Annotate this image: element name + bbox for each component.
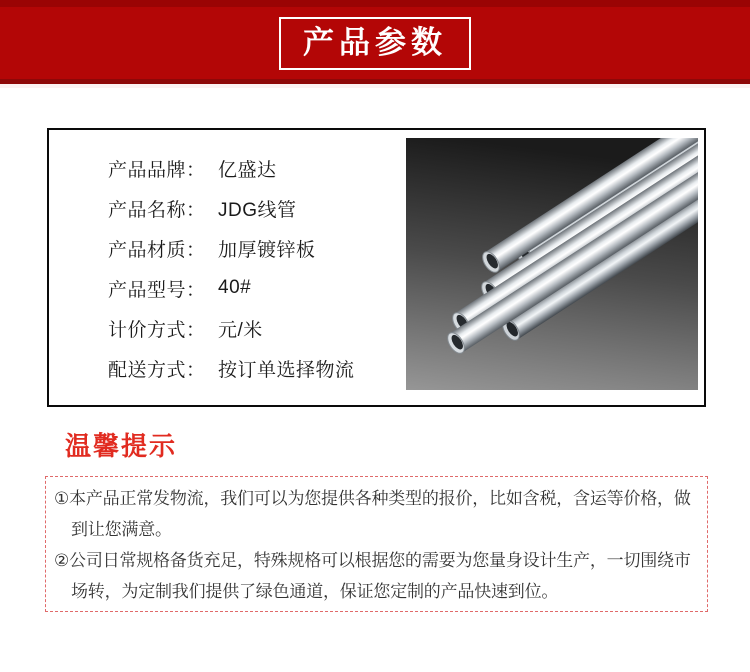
spec-value: JDG线管 [218, 199, 297, 221]
spec-value: 加厚镀锌板 [218, 239, 316, 261]
spec-value: 元/米 [218, 319, 263, 341]
product-spec-box [47, 128, 706, 407]
spec-row-model [108, 268, 355, 308]
spec-label: 计价方式： [108, 319, 206, 341]
spec-value: 亿盛达 [218, 159, 277, 181]
spec-value: 按订单选择物流 [218, 359, 355, 381]
spec-value: 40# [218, 277, 252, 298]
tip-item-1: ①本产品正常发物流，我们可以为您提供各种类型的报价，比如含税，含运等价格，做到让您满意。 [54, 489, 691, 539]
spec-label: 产品名称： [108, 199, 206, 221]
pipes-photo-svg [406, 138, 698, 390]
spec-row-material [108, 228, 355, 268]
banner-title-box [279, 17, 471, 70]
spec-row-name [108, 188, 355, 228]
tip-item-2: ②公司日常规格备货充足，特殊规格可以根据您的需要为您量身设计生产，一切围绕市场转，为定制我们提供了绿色通道，保证您定制的产品快速到位。 [54, 551, 691, 601]
page-title: 产品参数 [303, 24, 447, 60]
spec-row-delivery [108, 348, 355, 388]
tips-heading: 温馨提示 [65, 431, 178, 461]
spec-label: 产品品牌： [108, 159, 206, 181]
spec-label: 产品型号： [108, 279, 206, 301]
product-photo [406, 138, 698, 390]
header-banner [0, 0, 750, 84]
spec-row-brand [108, 148, 355, 188]
banner-bottom-strip [0, 84, 750, 88]
spec-label: 配送方式： [108, 359, 206, 381]
tips-box [45, 476, 708, 612]
spec-table [108, 148, 355, 388]
spec-label: 产品材质： [108, 239, 206, 261]
spec-row-pricing [108, 308, 355, 348]
